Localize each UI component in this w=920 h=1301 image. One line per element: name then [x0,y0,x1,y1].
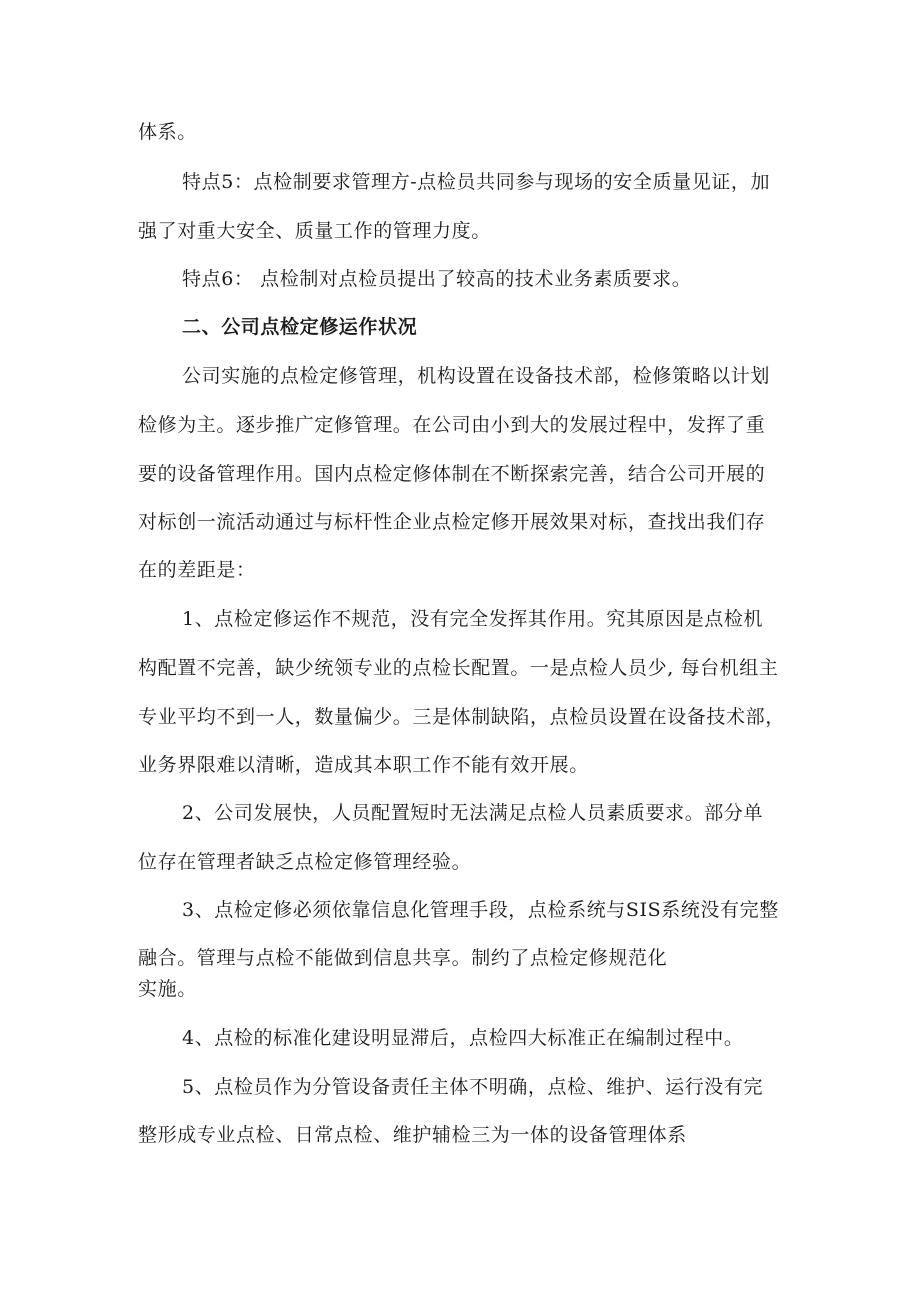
text-line-9: 对标创一流活动通过与标杆性企业点检定修开展效果对标，查找出我们存 [138,511,766,533]
text-line-19: 实施。 [138,978,197,1000]
text-line-12: 构配置不完善，缺少统领专业的点检长配置。一是点检人员少, 每台机组主 [138,657,779,679]
text-line-4: 特点6： 点检制对点检员提出了较高的技术业务素质要求。 [182,268,692,290]
text-line-15: 2、公司发展快，人员配置短时无法满足点检人员素质要求。部分单 [182,802,764,824]
text-line-22: 整形成专业点检、日常点检、维护辅检三为一体的设备管理体系 [138,1124,687,1146]
text-line-13: 专业平均不到一人，数量偏少。三是体制缺陷，点检员设置在设备技术部， [138,706,785,728]
text-line-11: 1、点检定修运作不规范，没有完全发挥其作用。究其原因是点检机 [182,608,764,630]
text-line-1: 体系。 [138,121,197,143]
text-line-20: 4、点检的标准化建设明显滞后，点检四大标准正在编制过程中。 [182,1027,744,1049]
section-heading: 二、公司点检定修运作状况 [182,316,418,338]
text-line-10: 在的差距是： [138,559,256,581]
text-line-7: 检修为主。逐步推广定修管理。在公司由小到大的发展过程中，发挥了重 [138,414,766,436]
text-line-6: 公司实施的点检定修管理，机构设置在设备技术部，检修策略以计划 [182,365,771,387]
text-line-14: 业务界限难以清晰，造成其本职工作不能有效开展。 [138,754,589,776]
text-line-16: 位存在管理者缺乏点检定修管理经验。 [138,851,472,873]
text-line-8: 要的设备管理作用。国内点检定修体制在不断探索完善，结合公司开展的 [138,463,766,485]
text-line-17: 3、点检定修必须依靠信息化管理手段，点检系统与SIS系统没有完整 [182,899,779,921]
text-line-2: 特点5：点检制要求管理方-点检员共同参与现场的安全质量见证，加 [182,171,771,193]
text-line-3: 强了对重大安全、质量工作的管理力度。 [138,220,491,242]
text-line-21: 5、点检员作为分管设备责任主体不明确，点检、维护、运行没有完 [182,1076,764,1098]
text-line-18: 融合。管理与点检不能做到信息共享。制约了点检定修规范化 [138,947,668,969]
